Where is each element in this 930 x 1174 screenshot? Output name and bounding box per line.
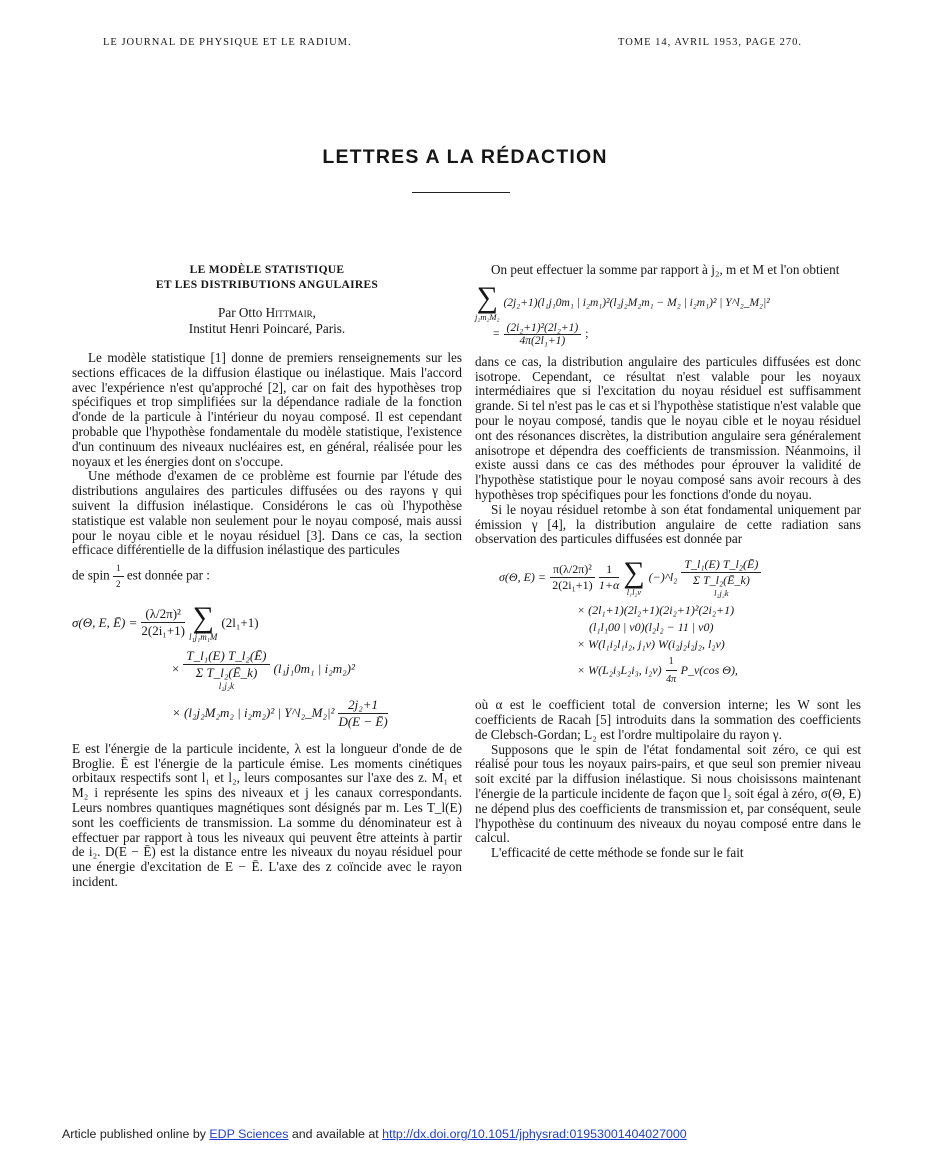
doi-link[interactable]: http://dx.doi.org/10.1051/jphysrad:01953001404027000 <box>382 1127 687 1141</box>
fraction-numerator: 1 <box>666 653 677 671</box>
fraction-numerator: 1 <box>113 561 124 577</box>
paragraph: Supposons que le spin de l'état fondamental soit zéro, ce qui est réalisé pour tous les noyaux pairs-pairs, et que seul son premier niveau soit excité par la diffusion inélastique. Si nous choisissons maintenant l'énergie de la particule incidente de façon que l₂ soit égal à zéro, σ(Θ, E) ne dépend plus des coefficients de transmission et, par conséquent, seule l'hypothèse du continuum des niveaux du noyau composé entre dans le calcul. <box>475 741 861 846</box>
author-name: Hittmair, <box>265 305 316 320</box>
fraction-numerator: T_l₁(E) T_l₂(Ē) <box>183 648 269 665</box>
paragraph: L'efficacité de cette méthode se fonde sur le fait <box>491 845 744 861</box>
equation-term: (2j₂+1)(l₁j₁0m₁ | i₂m₁)²(l₂j₂M₂m₁ − M₂ | i₂m₁)² | Y^l₂_M₂|² <box>503 296 770 309</box>
spin-fraction <box>113 561 124 592</box>
equation-line <box>72 600 462 642</box>
semicolon: ; <box>585 328 589 341</box>
fraction-numerator: (λ/2π)² <box>141 606 185 623</box>
equation-line <box>475 280 861 322</box>
equation-3 <box>475 557 861 688</box>
equation-term: (l₁l₁00 | ν0)(l₂l₂ − 11 | ν0) <box>589 620 714 635</box>
right-text-top <box>475 263 861 278</box>
left-text <box>72 351 462 592</box>
equation-term: × (2l₁+1)(2l₂+1)(2i₂+1)²(2i₂+1) <box>577 603 735 618</box>
equation-line <box>72 648 462 691</box>
fraction-denominator: 2 <box>116 578 121 589</box>
left-text-bottom <box>72 742 462 890</box>
fraction-numerator: π(λ/2π)² <box>550 562 595 578</box>
sigma-symbol: ∑ <box>623 555 645 589</box>
publication-footer <box>62 1127 687 1141</box>
author-line <box>72 305 462 321</box>
fraction-denominator: 4π(2l₁+1) <box>519 334 566 347</box>
paragraph: Le modèle statistique [1] donne de premiers renseignements sur les sections efficaces de la diffusion élastique ou inélastique. Mais l'accord avec l'expérience n'est qu'approché [2], car on fait des hypothèses trop spécifiques et trop simplifiées sur la dépendance radiale de la fonction d'onde de la particule à l'intérieur du noyau composé. Il est cependant probable que l'hypothèse fondamentale du modèle statistique, l'existence d'un continuum des niveaux nucléaires est, en général, réalisée pour les noyaux et les énergies dont on s'occupe. <box>72 350 462 469</box>
author-prefix: Par Otto <box>218 305 263 320</box>
equation-lhs: σ(Θ, E, Ē) = <box>72 614 138 630</box>
fraction-denominator: Σ T_l₂(Ē_k) <box>195 664 258 680</box>
paragraph: Si le noyau résiduel retombe à son état fondamental uniquement par émission γ [4], la distribution angulaire de cette radiation sans observation des particules diffusées est donnée par <box>475 501 861 547</box>
fraction-denominator: Σ T_l₂(Ē_k) <box>692 573 750 588</box>
equation-line <box>499 557 861 598</box>
times-symbol: × <box>172 661 180 677</box>
equation-fraction <box>599 562 619 593</box>
journal-header: LE JOURNAL DE PHYSIQUE ET LE RADIUM. <box>103 37 352 48</box>
equation-term: (l₁j₁0m₁ | i₂m₂)² <box>273 661 355 677</box>
equation-term: (−)^l₂ <box>648 570 678 585</box>
fraction-numerator: 1 <box>599 562 619 578</box>
page-info: TOME 14, AVRIL 1953, PAGE 270. <box>618 37 803 48</box>
paragraph-end <box>72 561 462 592</box>
paragraph: Une méthode d'examen de ce problème est fournie par l'étude des distributions angulaires des particules diffusées ou des rayons γ qui suivent la diffusion inélastique. Considérons le cas où l'hypothèse statistique est valable non seulement pour le noyau composé, mais aussi pour le noyau cible et le noyau résiduel [3]. Dans ce cas, la section efficace différentielle de la diffusion inélastique des particules <box>72 468 462 558</box>
fraction-numerator: T_l₁(E) T_l₂(Ē) <box>681 557 761 573</box>
fraction-numerator: 2j₂+1 <box>338 697 387 714</box>
text-span: est donnée par : <box>126 567 210 583</box>
footer-text: and available at <box>291 1127 379 1141</box>
equals-symbol: = <box>493 328 500 341</box>
equation-2 <box>475 280 861 347</box>
fraction-denominator: 2(2i₁+1) <box>552 578 593 593</box>
sigma-symbol: ∑ <box>476 280 498 314</box>
paragraph: On peut effectuer la somme par rapport à j₂, m et M et l'on obtient <box>491 262 840 277</box>
equation-fraction <box>666 653 677 688</box>
fraction-denominator: 1+α <box>598 578 620 593</box>
equation-fraction <box>550 562 595 593</box>
fraction-denominator: 2(2i₁+1) <box>141 623 186 639</box>
sum-subscript: l₁l₂ν <box>626 586 642 597</box>
summation <box>475 280 500 322</box>
summation <box>623 555 645 597</box>
sum-subscript: j₂m₂M₂ <box>475 311 500 322</box>
sum-subscript: l₁j₁m₁M <box>189 631 218 642</box>
equation-line <box>72 697 462 730</box>
footer-text: Article published online by <box>62 1127 206 1141</box>
sum-subscript: l₂j₂k <box>218 680 235 691</box>
equation-term: × (l₂j₂M₂m₂ | i₂m₂)² | Y^l₂_M₂|² <box>172 705 335 721</box>
equation-fraction <box>504 322 582 347</box>
fraction-numerator: (2i₂+1)²(2l₂+1) <box>504 322 582 335</box>
paragraph: E est l'énergie de la particule incidente, λ est la longueur d'onde de de Broglie. Ē est l'énergie de la particule émise. Les moments cinétiques orbitaux respectifs sont l₁ et l₂, leurs composantes sur l'axe des z. M₁ et M₂ i représente les spins des niveaux et j les canaux correspondants. Leurs nombres quantiques magnétiques sont désignés par m. Les T_l(E) sont les coefficients de transmission. La somme du dénominateur est à effectuer par rapport à tous les niveaux qui peuvent être atteints à partir de i₂. D(E − Ē) est la distance entre les niveaux du noyau résiduel pour une énergie d'excitation de E − Ē. L'axe des z coïncide avec le rayon incident. <box>72 740 462 889</box>
paragraph: où α est le coefficient total de conversion interne; les W sont les coefficients de Racah [5] introduits dans la sommation des coefficients de Clebsch-Gordan; L₂ est l'ordre multipolaire du rayon γ. <box>475 697 861 742</box>
equation-line <box>577 653 861 688</box>
equation-lhs: σ(Θ, E) = <box>499 570 547 585</box>
section-title: LETTRES A LA RÉDACTION <box>322 146 608 168</box>
affiliation: Institut Henri Poincaré, Paris. <box>188 321 346 336</box>
title-rule <box>412 192 510 193</box>
summation <box>189 600 218 642</box>
equation-line <box>475 322 861 347</box>
right-column <box>475 263 861 861</box>
equation-fraction <box>183 648 269 691</box>
equation-fraction <box>141 606 185 639</box>
sigma-symbol: ∑ <box>192 600 214 634</box>
edp-sciences-link[interactable]: EDP Sciences <box>209 1127 289 1141</box>
text-span: de spin <box>72 567 110 583</box>
fraction-denominator: 4π <box>666 674 677 686</box>
equation-term: P_ν(cos Θ), <box>680 663 738 678</box>
equation-1 <box>72 600 462 730</box>
left-column <box>72 263 462 890</box>
equation-term: × W(l₁i₂l₁i₂, j₁ν) W(i₂j₂i₂j₂, l₂ν) <box>577 637 725 652</box>
article-title-line-2: ET LES DISTRIBUTIONS ANGULAIRES <box>155 279 379 291</box>
equation-term: (2l₁+1) <box>221 614 259 630</box>
fraction-denominator: D(E − Ē) <box>338 713 388 729</box>
right-text-bottom <box>475 698 861 861</box>
article-title-line-1: LE MODÈLE STATISTIQUE <box>189 264 345 276</box>
equation-continuation <box>499 602 861 688</box>
equation-fraction <box>681 557 761 598</box>
equation-fraction <box>338 697 387 730</box>
paragraph: dans ce cas, la distribution angulaire des particules diffusées est donc isotrope. Cependant, ce résultat n'est valable pour les noyaux intermédiaires que si l'excitation du noyau résiduel est suffisamment grande. Si tel n'est pas le cas et si l'hypothèse statistique n'est valable que pour le noyau composé, tandis que le noyau cible et le noyau résiduel ont des résonances discrètes, la distribution angulaire sera généralement anisotrope et dépendra des coefficients de transmission. Néanmoins, il existe aussi dans ce cas des méthodes pour éprouver la validité de l'hypothèse statistique pour le noyau composé sans avoir recours à des hypothèses trop spécifiques pour les fonctions d'onde du noyau. <box>475 353 861 502</box>
equation-term: × W(L₂i₃L₂i₃, i₂ν) <box>577 663 662 678</box>
sum-subscript: l₂j₂k <box>714 588 729 599</box>
right-text-middle <box>475 355 861 547</box>
